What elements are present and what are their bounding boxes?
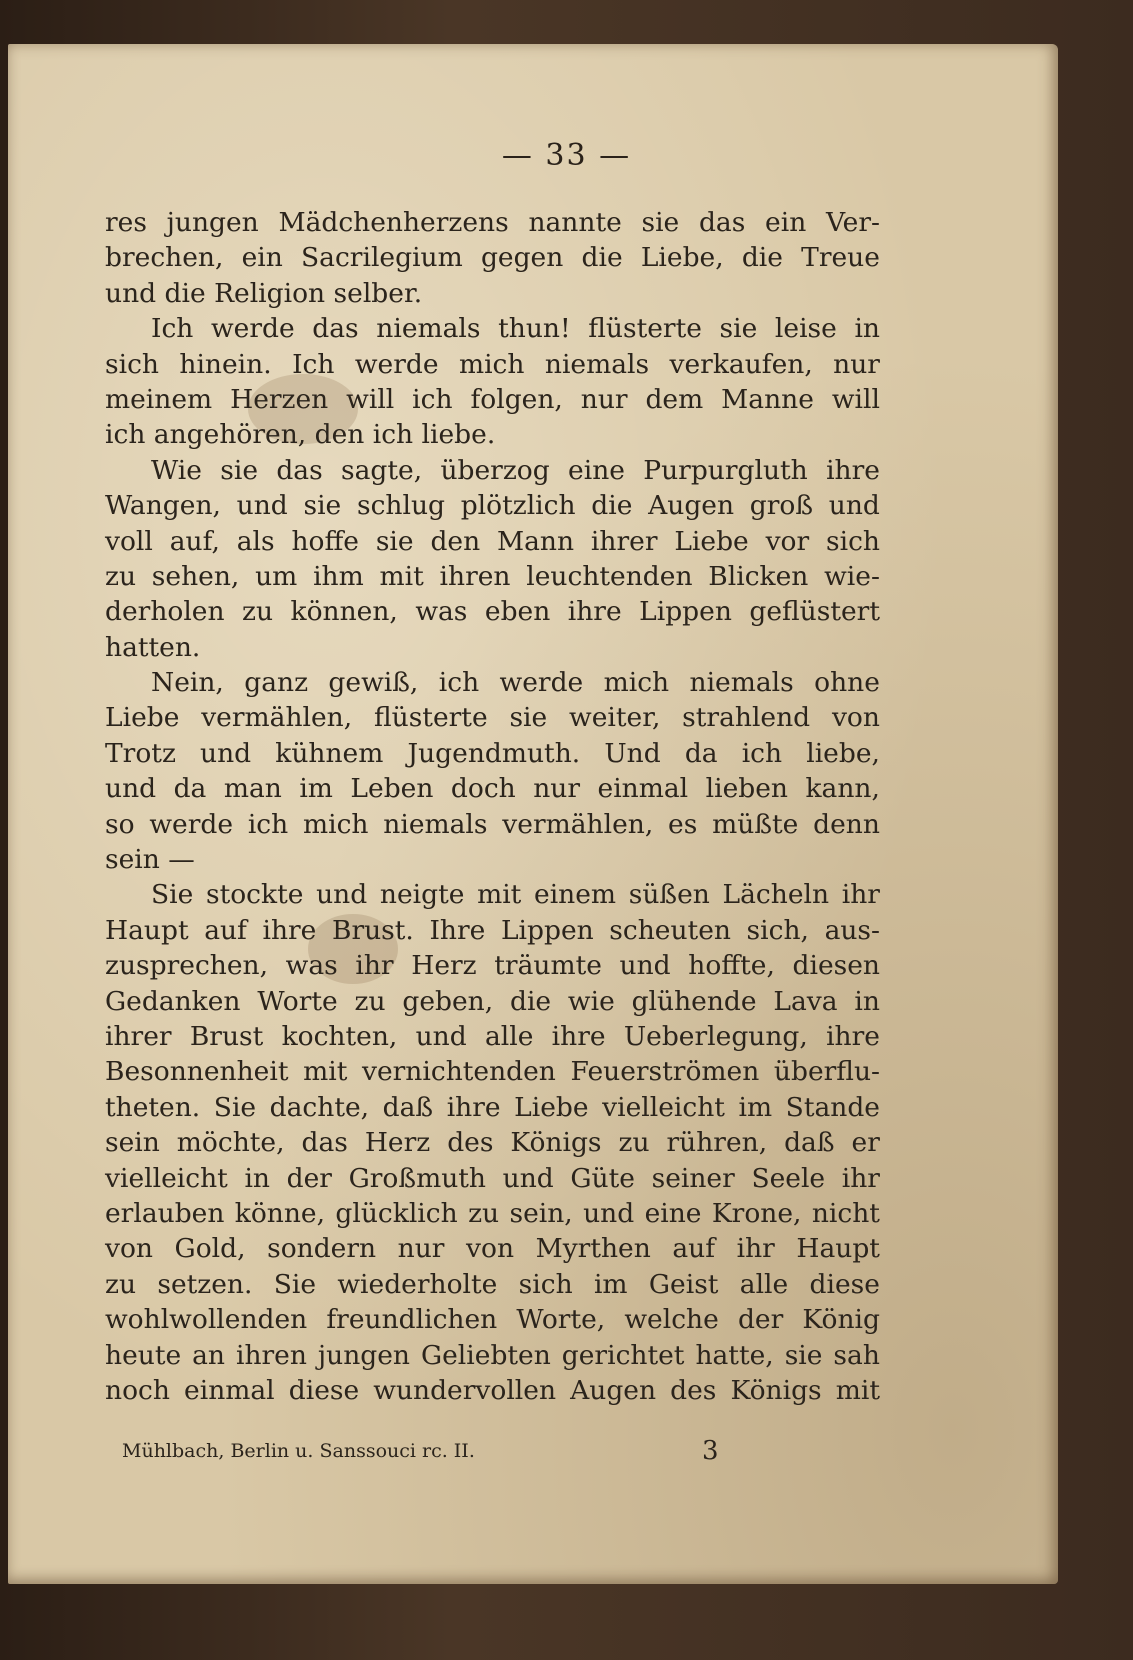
signature-mark: 3: [702, 1436, 719, 1466]
text-line: zusprechen, was ihr Herz träumte und hoffte, diesen: [105, 950, 880, 982]
text-line: meinem Herzen will ich folgen, nur dem Manne will: [105, 383, 880, 415]
footer-signature-line: [122, 1436, 742, 1466]
text-line: brechen, ein Sacrilegium gegen die Liebe, die Treue: [105, 242, 880, 274]
text-line: theten. Sie dachte, daß ihre Liebe vielleicht im Stande: [105, 1091, 880, 1123]
text-line: zu sehen, um ihm mit ihren leuchtenden Blicken wie-: [105, 560, 880, 592]
text-line: ich angehören, den ich liebe.: [105, 419, 496, 451]
text-line: Sie stockte und neigte mit einem süßen Lächeln ihr: [151, 879, 880, 911]
text-line: sich hinein. Ich werde mich niemals verkaufen, nur: [105, 348, 880, 380]
text-line: Trotz und kühnem Jugendmuth. Und da ich liebe,: [105, 737, 880, 769]
text-line: sein —: [105, 844, 195, 876]
text-line: von Gold, sondern nur von Myrthen auf ihr Haupt: [105, 1233, 880, 1265]
text-line: heute an ihren jungen Geliebten gerichtet hatte, sie sah: [105, 1339, 880, 1371]
text-line: erlauben könne, glücklich zu sein, und eine Krone, nicht: [105, 1197, 880, 1229]
text-line: Haupt auf ihre Brust. Ihre Lippen scheuten sich, aus-: [105, 914, 880, 946]
text-line: Ich werde das niemals thun! flüsterte sie leise in: [151, 313, 880, 345]
text-line: ihrer Brust kochten, und alle ihre Ueberlegung, ihre: [105, 1020, 880, 1052]
text-line: so werde ich mich niemals vermählen, es müßte denn: [105, 808, 880, 840]
text-line: res jungen Mädchenherzens nannte sie das ein Ver-: [105, 207, 880, 238]
text-line: derholen zu können, was eben ihre Lippen geflüstert: [105, 596, 880, 628]
text-line: Wangen, und sie schlug plötzlich die Augen groß und: [105, 490, 880, 522]
text-line: noch einmal diese wundervollen Augen des Königs mit: [105, 1374, 880, 1406]
text-line: zu setzen. Sie wiederholte sich im Geist alle diese: [105, 1268, 880, 1300]
text-line: Liebe vermählen, flüsterte sie weiter, strahlend von: [105, 702, 880, 734]
text-line: hatten.: [105, 631, 201, 663]
text-line: Wie sie das sagte, überzog eine Purpurgluth ihre: [151, 454, 880, 486]
text-line: Gedanken Worte zu geben, die wie glühende Lava in: [105, 985, 880, 1017]
text-line: sein möchte, das Herz des Königs zu rühren, daß er: [105, 1127, 880, 1159]
footer-text: Mühlbach, Berlin u. Sanssouci rc. II.: [122, 1440, 475, 1462]
page-number-header: — 33 —: [501, 138, 632, 173]
text-line: wohlwollenden freundlichen Worte, welche der König: [105, 1304, 880, 1336]
body-text: [105, 205, 880, 1408]
text-line: voll auf, als hoffe sie den Mann ihrer Liebe vor sich: [105, 525, 880, 557]
text-line: und da man im Leben doch nur einmal lieben kann,: [105, 773, 880, 805]
text-line: Besonnenheit mit vernichtenden Feuerströmen überflu-: [105, 1056, 880, 1088]
text-line: vielleicht in der Großmuth und Güte seiner Seele ihr: [105, 1162, 880, 1194]
text-line: und die Religion selber.: [105, 277, 423, 309]
text-line: Nein, ganz gewiß, ich werde mich niemals ohne: [151, 667, 880, 699]
